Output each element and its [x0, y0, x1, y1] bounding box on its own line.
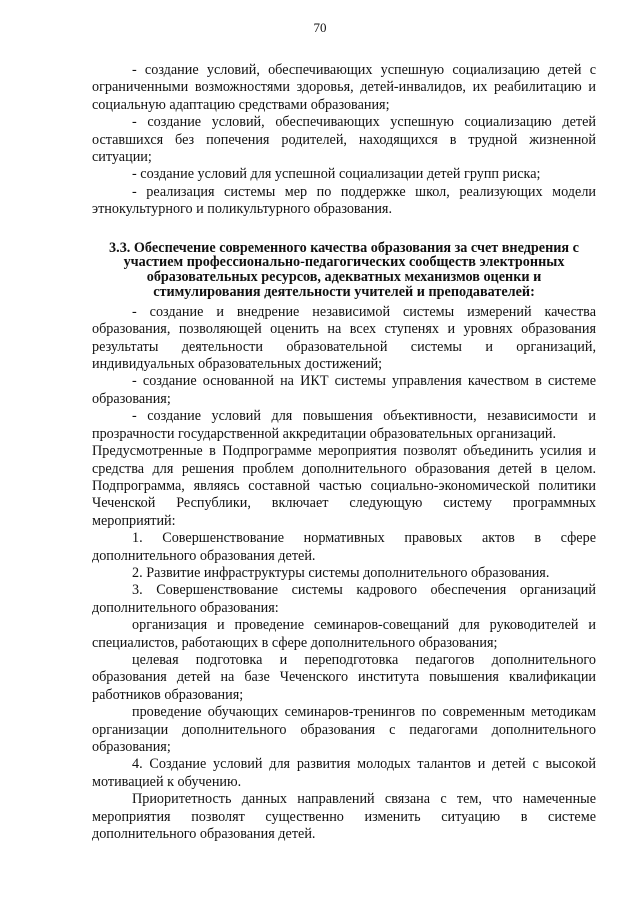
paragraph-s2-6: 2. Развитие инфраструктуры системы дополнительного образования. [132, 564, 550, 581]
paragraph-s1-4: - реализация системы мер по поддержке школ, реализующих модели этнокультурного и поликультурного образования. [92, 183, 596, 218]
paragraph-s2-4: Предусмотренные в Подпрограмме мероприятия позволят объединить усилия и средства для решения проблем дополнительного образования детей в целом. Подпрограмма, являясь составной частью социально-экономической политики Чеченской Республики, включает следующую систему программных мероприятий: [92, 443, 596, 529]
paragraph-s2-9: целевая подготовка и переподготовка педагогов дополнительного образования детей на базе Чеченского института повышения квалификации работников образования; [92, 651, 596, 703]
document-body [92, 62, 596, 843]
section-heading-3-3: 3.3. Обеспечение современного качества образования за счет внедрения с участием профессионально-педагогических сообществ электронных образовательных ресурсов, адекватных механизмов оценки и стимулирования деятельности учителей и преподавателей: [109, 239, 579, 301]
paragraph-s2-2: - создание основанной на ИКТ системы управления качеством в системе образования; [92, 373, 596, 407]
paragraph-s1-2: - создание условий, обеспечивающих успешную социализацию детей оставшихся без попечения родителей, находящихся в трудной жизненной ситуации; [92, 114, 596, 166]
paragraph-s2-8: организация и проведение семинаров-совещаний для руководителей и специалистов, работающих в сфере дополнительного образования; [92, 617, 596, 651]
paragraph-s1-1: - создание условий, обеспечивающих успешную социализацию детей с ограниченными возможностями здоровья, детей-инвалидов, их реабилитацию и социальную адаптацию средствами образования; [92, 62, 596, 113]
paragraph-s2-5: 1. Совершенствование нормативных правовых актов в сфере дополнительного образования детей. [92, 530, 596, 564]
paragraph-s1-3: - создание условий для успешной социализации детей групп риска; [132, 166, 541, 183]
paragraph-s2-1: - создание и внедрение независимой системы измерений качества образования, позволяющей оценить на всех ступенях и уровнях образования результаты деятельности образовательной системы и организаций, индивидуальных образовательных достижений; [92, 303, 596, 373]
paragraph-s2-3: - создание условий для повышения объективности, независимости и прозрачности государственной аккредитации образовательных организаций. [92, 408, 596, 442]
paragraph-s2-10: проведение обучающих семинаров-тренингов по современным методикам организации дополнительного образования с педагогами дополнительного образования; [92, 704, 596, 755]
paragraph-s2-11: 4. Создание условий для развития молодых талантов и детей с высокой мотивацией к обучению. [92, 756, 596, 790]
paragraph-s2-7: 3. Совершенствование системы кадрового обеспечения организаций дополнительного образования: [92, 582, 596, 616]
paragraph-s2-12: Приоритетность данных направлений связана с тем, что намеченные мероприятия позволят существенно изменить ситуацию в системе дополнительного образования детей. [92, 791, 596, 843]
page-number: 70 [313, 20, 327, 35]
